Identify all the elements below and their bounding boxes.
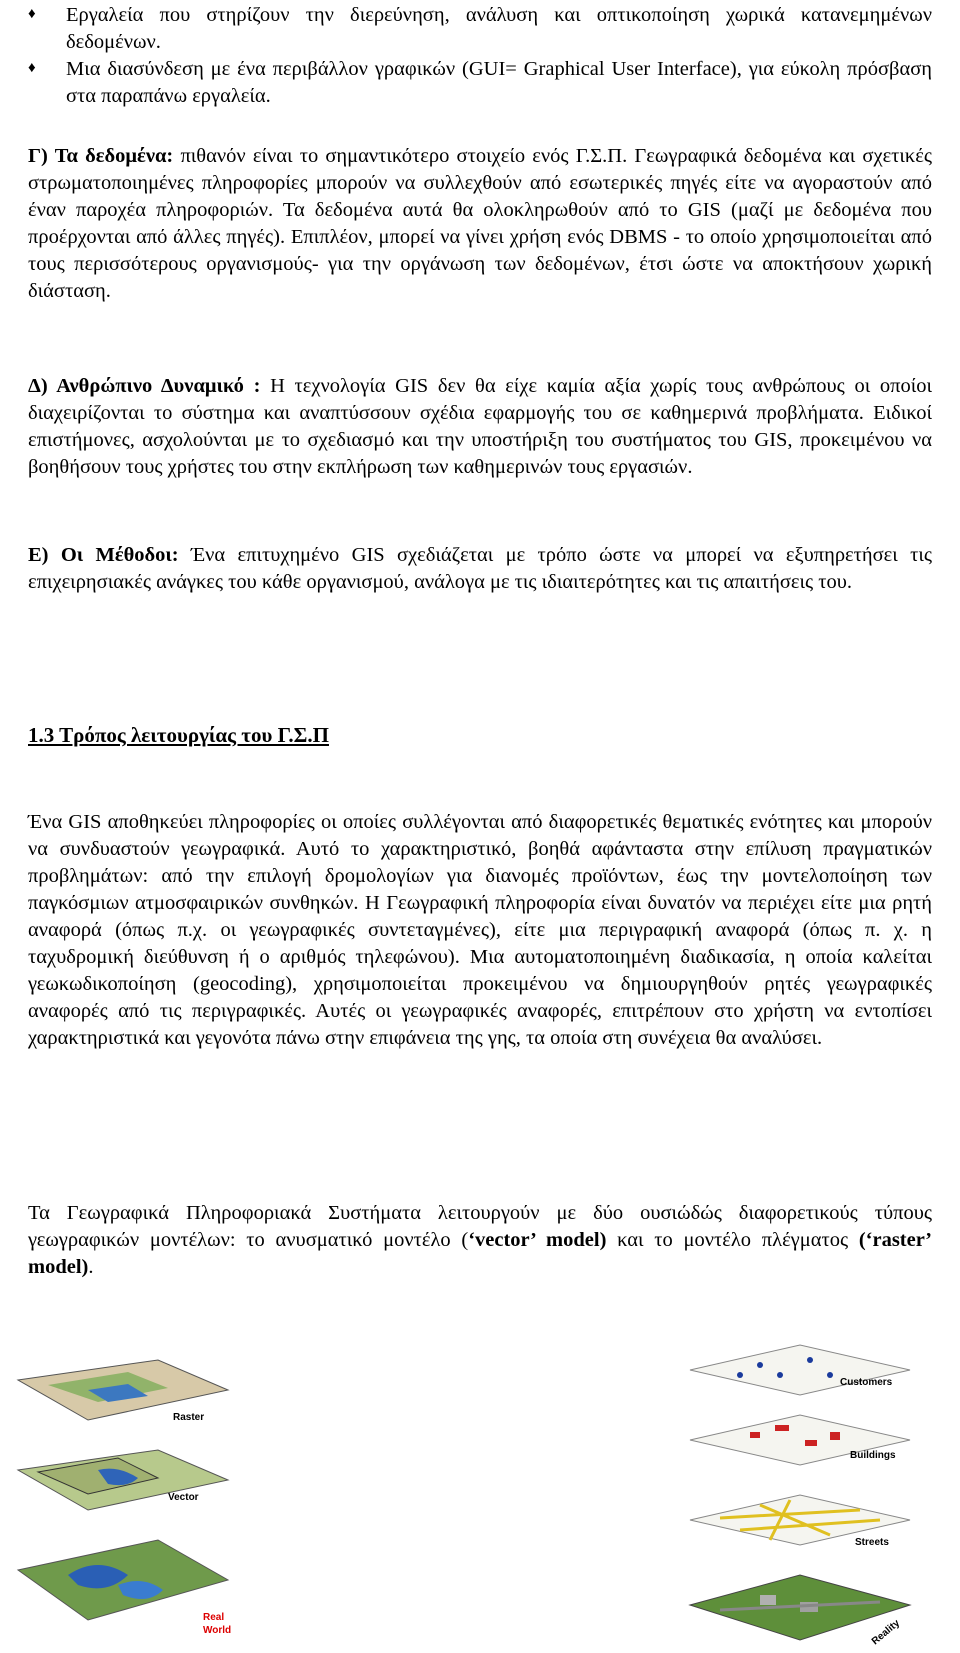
vector-layer <box>18 1450 228 1510</box>
diamond-bullet-icon: ♦ <box>28 60 36 76</box>
figure-label: Raster <box>173 1412 205 1423</box>
paragraph-data <box>28 143 932 305</box>
bold-term: ‘vector’ model) <box>468 1229 607 1251</box>
section-title: 1.3 Τρόπος λειτουργίας του Γ.Σ.Π <box>28 723 329 747</box>
paragraph-text: Τα Γεωγραφικά Πληροφοριακά Συστήματα λειτουργούν με δύο ουσιώδώς διαφορετικούς τύπους γεωγραφικών μοντέλων: το ανυσματικό μοντέλο ( <box>28 1202 932 1251</box>
figure-label: Reality <box>869 1617 903 1648</box>
list-item <box>28 2 932 56</box>
paragraph-people <box>28 373 932 481</box>
paragraph-methods <box>28 542 932 596</box>
raster-layer <box>18 1360 228 1423</box>
figure-label: Customers <box>840 1377 893 1388</box>
figure-label: Real <box>203 1612 225 1623</box>
paragraph-heading: Γ) Τα δεδομένα: <box>28 145 174 167</box>
figure-label: Vector <box>168 1492 199 1503</box>
gis-layers-figure-right <box>680 1340 920 1650</box>
bold-term: (‘raster’ model) <box>28 1229 933 1278</box>
paragraph-text: Ένα επιτυχημένο GIS σχεδιάζεται με τρόπο ώστε να μπορεί να εξυπηρετήσει τις επιχειρησιακές ανάγκες του κάθε οργανισμού, ανάλογα με τις ιδιαιτερότητες και τις απαιτήσεις του. <box>28 544 932 593</box>
reality-layer <box>690 1575 910 1647</box>
bullet-text: Μια διασύνδεση με ένα περιβάλλον γραφικών (GUI= Graphical User Interface), για εύκολη πρόσβαση στα παραπάνω εργαλεία. <box>66 58 932 107</box>
paragraph-heading: Δ) Ανθρώπινο Δυναμικό : <box>28 375 261 397</box>
paragraph-models <box>28 1200 932 1281</box>
paragraph-how-it-works: Ένα GIS αποθηκεύει πληροφορίες οι οποίες συλλέγονται από διαφορετικές θεματικές ενότητες και μπορούν να συνδυαστούν γεωγραφικά. Αυτό το χαρακτηριστικό, βοηθά αφάνταστα στην επίλυση πραγματικών προβλημάτων: από την επιλογή δρομολογίων για διανομές προϊόντων, έως την μοντελοποίηση των παγκόσμιων ατμοσφαιρικών συνθηκών. Η Γεωγραφική πληροφορία είναι δυνατόν να περιέχει είτε μια ρητή αναφορά (όπως π.χ. οι γεωγραφικές συντεταγμένες), είτε μια περιγραφική αναφορά (όπως π. χ. η ταχυδρομική διεύθυνση ή ο αριθμός τηλεφώνου). Μια αυτοματοποιημένη διαδικασία, η οποία καλείται γεωκωδικοποίηση (geocoding), χρησιμοποιείται προκειμένου να δημιουργηθούν ρητές γεωγραφικές αναφορές από τις περιγραφικές. Αυτές οι γεωγραφικές αναφορές, επιτρέπουν στο χρήστη να εντοπίσει χαρακτηριστικά και γεγονότα πάνω στην επιφάνεια της γης, τα οποία στη συνέχεια θα αναλύσει. <box>28 811 932 1049</box>
paragraph-text: και το μοντέλο πλέγματος <box>606 1229 859 1251</box>
figure-label: World <box>203 1625 232 1636</box>
paragraph-heading: Ε) Οι Μέθοδοι: <box>28 544 179 566</box>
bullet-list <box>28 2 932 110</box>
figure-label: Streets <box>855 1537 889 1548</box>
customers-layer <box>690 1345 910 1395</box>
list-item <box>28 56 932 110</box>
paragraph-text: . <box>88 1256 94 1278</box>
streets-layer <box>690 1495 910 1548</box>
figure-label: Buildings <box>850 1450 896 1461</box>
gis-layers-figure-left <box>8 1340 248 1650</box>
paragraph-text: πιθανόν είναι το σημαντικότερο στοιχείο ενός Γ.Σ.Π. Γεωγραφικά δεδομένα και σχετικές στρωματοποιημένες πληροφορίες μπορούν να συλλεχθούν από εσωτερικές πηγές είτε να αγοραστούν από έναν παροχέα πληροφοριών. Τα δεδομένα αυτά θα ολοκληρωθούν από το GIS (μαζί με δεδομένα που προέρχονται από άλλες πηγές). Επιπλέον, μπορεί να γίνει χρήση ενός DBMS - το οποίο χρησιμοποιείται από τους περισσότερους οργανισμούς- για την οργάνωση των δεδομένων, έτσι ώστε να αποκτήσουν χωρική διάσταση. <box>28 145 932 302</box>
real-world-layer <box>18 1540 231 1636</box>
bullet-text: Εργαλεία που στηρίζουν την διερεύνηση, ανάλυση και οπτικοποίηση χωρικά κατανεμημένων δεδομένων. <box>66 4 932 53</box>
buildings-layer <box>690 1415 910 1465</box>
diamond-bullet-icon: ♦ <box>28 6 36 22</box>
paragraph-text: Η τεχνολογία GIS δεν θα είχε καμία αξία χωρίς τους ανθρώπους οι οποίοι διαχειρίζονται το σύστημα και αναπτύσσουν σχέδια εφαρμογής του σε καθημερινά προβλήματα. Ειδικοί επιστήμονες, ασχολούνται με το σχεδιασμό και την υποστήριξη του συστήματος του GIS, προκειμένου να βοηθήσουν τους χρήστες του στην εκπλήρωση των καθημερινών τους εργασιών. <box>28 375 932 478</box>
